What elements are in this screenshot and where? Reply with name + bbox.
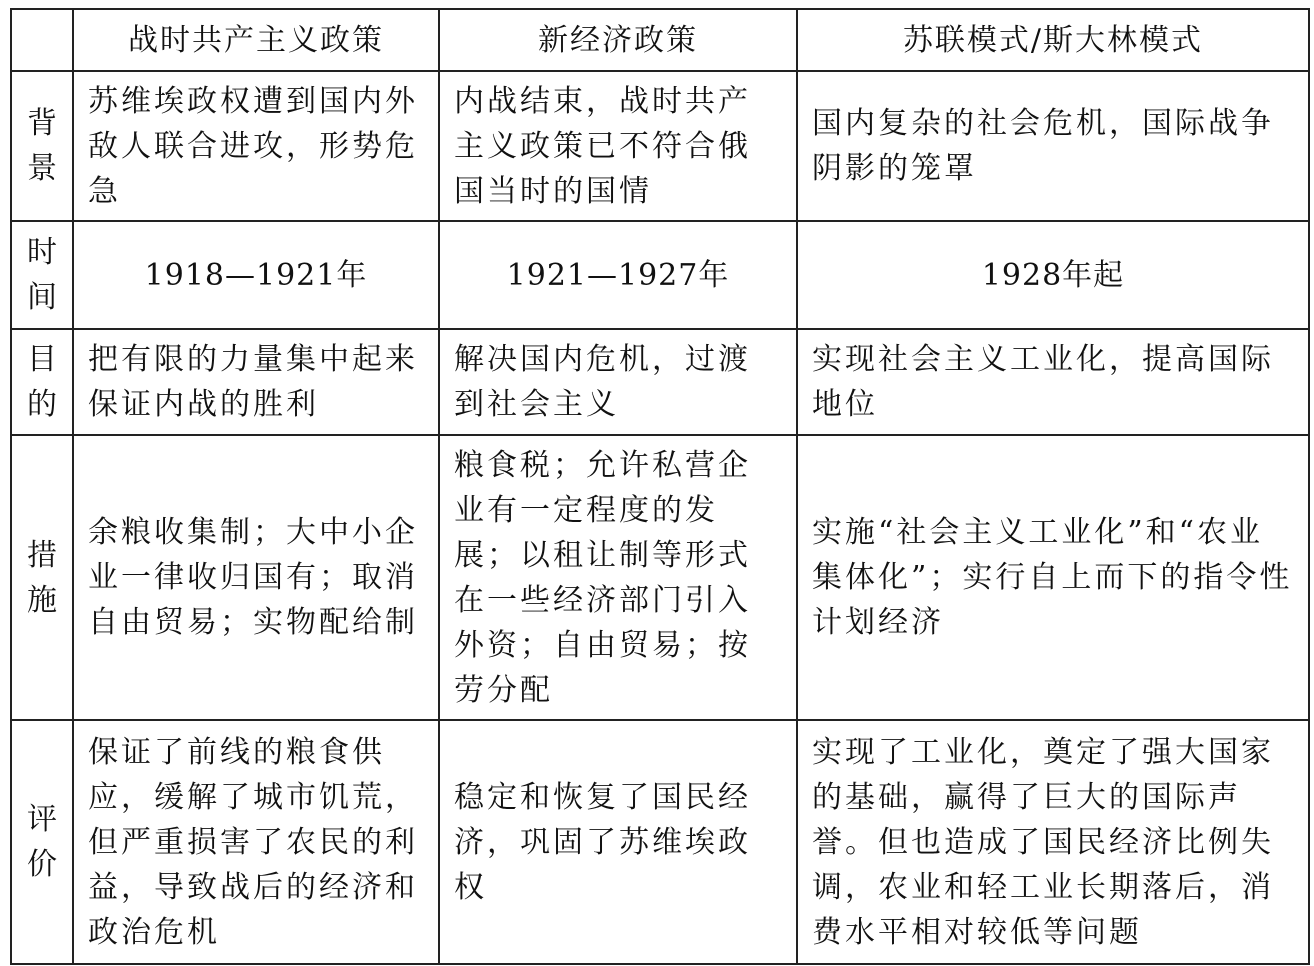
cell-measures-war-communism: 余粮收集制；大中小企业一律收归国有；取消自由贸易；实物配给制 (73, 435, 439, 720)
row-label-purpose: 目的 (11, 329, 73, 435)
header-row (11, 9, 1309, 71)
cell-time-soviet-model: 1928年起 (797, 221, 1309, 329)
table-row-background (11, 71, 1309, 221)
table-row-evaluation (11, 720, 1309, 964)
table-row-purpose (11, 329, 1309, 435)
corner-cell (11, 9, 73, 71)
cell-evaluation-soviet-model: 实现了工业化，奠定了强大国家的基础，赢得了巨大的国际声誉。但也造成了国民经济比例失调，农业和轻工业长期落后，消费水平相对较低等问题 (797, 720, 1309, 964)
cell-measures-nep: 粮食税；允许私营企业有一定程度的发展；以租让制等形式在一些经济部门引入外资；自由贸易；按劳分配 (439, 435, 797, 720)
cell-background-soviet-model: 国内复杂的社会危机，国际战争阴影的笼罩 (797, 71, 1309, 221)
row-label-measures: 措施 (11, 435, 73, 720)
header-war-communism: 战时共产主义政策 (73, 9, 439, 71)
header-soviet-model: 苏联模式/斯大林模式 (797, 9, 1309, 71)
row-label-background: 背景 (11, 71, 73, 221)
cell-purpose-soviet-model: 实现社会主义工业化，提高国际地位 (797, 329, 1309, 435)
cell-background-nep: 内战结束，战时共产主义政策已不符合俄国当时的国情 (439, 71, 797, 221)
table-row-time (11, 221, 1309, 329)
cell-evaluation-war-communism: 保证了前线的粮食供应，缓解了城市饥荒，但严重损害了农民的利益，导致战后的经济和政治危机 (73, 720, 439, 964)
cell-time-nep: 1921—1927年 (439, 221, 797, 329)
cell-background-war-communism: 苏维埃政权遭到国内外敌人联合进攻，形势危急 (73, 71, 439, 221)
cell-time-war-communism: 1918—1921年 (73, 221, 439, 329)
header-new-economic-policy: 新经济政策 (439, 9, 797, 71)
cell-evaluation-nep: 稳定和恢复了国民经济，巩固了苏维埃政权 (439, 720, 797, 964)
cell-purpose-nep: 解决国内危机，过渡到社会主义 (439, 329, 797, 435)
cell-purpose-war-communism: 把有限的力量集中起来保证内战的胜利 (73, 329, 439, 435)
row-label-time: 时间 (11, 221, 73, 329)
row-label-evaluation: 评价 (11, 720, 73, 964)
cell-measures-soviet-model: 实施“社会主义工业化”和“农业集体化”；实行自上而下的指令性计划经济 (797, 435, 1309, 720)
policy-comparison-table (10, 8, 1310, 965)
table-row-measures (11, 435, 1309, 720)
